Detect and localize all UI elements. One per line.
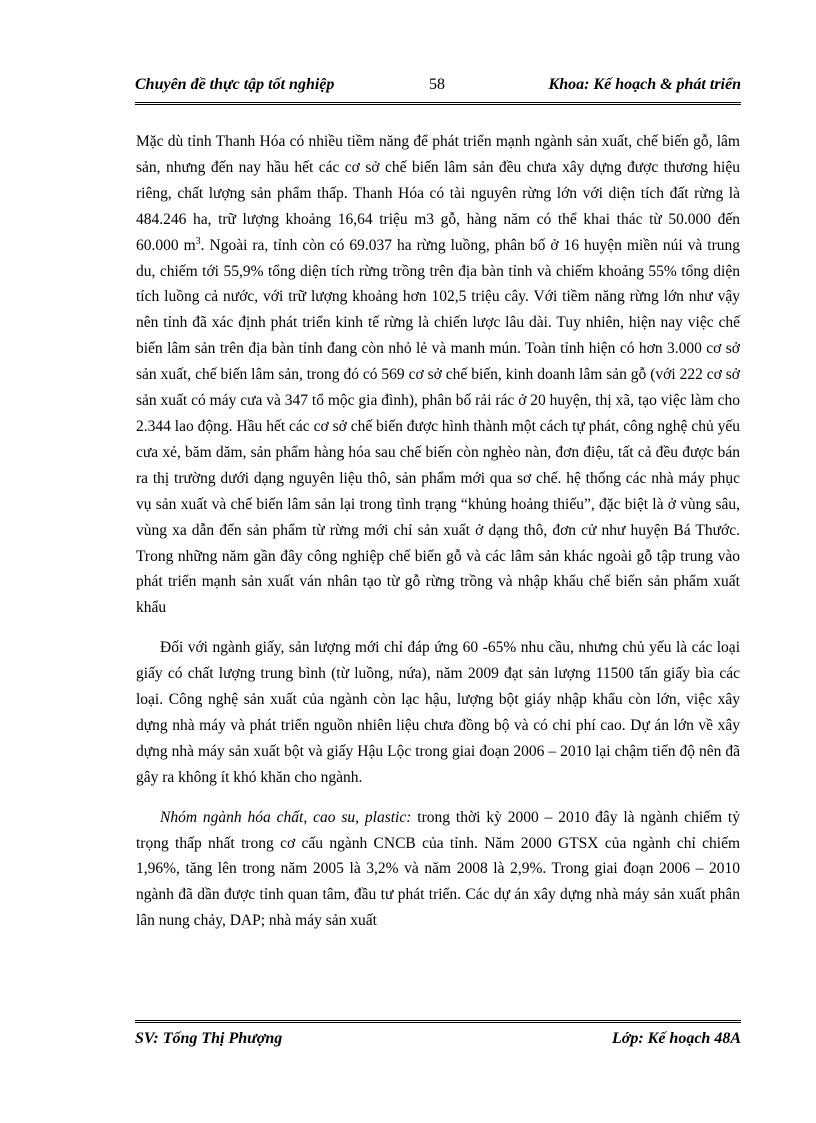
page-header bbox=[135, 72, 741, 105]
page-number: 58 bbox=[429, 76, 445, 93]
header-document-title: Chuyên đề thực tập tốt nghiệp bbox=[135, 76, 335, 93]
paragraph-chemical-text: trong thời kỳ 2000 – 2010 đây là ngành chiếm tỷ trọng thấp nhất trong cơ cấu ngành CNCB của tỉnh. Năm 2000 GTSX của ngành chỉ chiếm 1,96%, tăng lên trong năm 2005 là 3,2% và năm 2008 là 2,9%. Trong giai đoạn 2006 – 2010 ngành đã dần được tỉnh quan tâm, đầu tư phát triển. Các dự án xây dựng nhà máy sản xuất phân lân nung chảy, DAP; nhà máy sản xuất bbox=[136, 808, 740, 930]
paragraph-forestry-text-cont: . Ngoài ra, tỉnh còn có 69.037 ha rừng luồng, phân bố ở 16 huyện miền núi và trung du, chiếm tới 55,9% tổng diện tích rừng trồng trên địa bàn tỉnh và chiếm khoảng 55% tổng diện tích luồng cả nước, với trữ lượng khoảng hơn 102,5 triệu cây. Với tiềm năng rừng lớn như vậy nên tỉnh đã xác định phát triển kinh tế rừng là chiến lược lâu dài. Tuy nhiên, hiện nay việc chế biến lâm sản trên địa bàn tỉnh đang còn nhỏ lẻ và manh mún. Toàn tỉnh hiện có hơn 3.000 cơ sở sản xuất, chế biến lâm sản, trong đó có 569 cơ sở chế biến, kinh doanh lâm sản gỗ (với 222 cơ sở sản xuất có máy cưa và 347 tổ mộc gia đình), phân bố rải rác ở 20 huyện, thị xã, tạo việc làm cho 2.344 lao động. Hầu hết các cơ sở chế biến được hình thành một cách tự phát, công nghệ chủ yếu cưa xẻ, băm dăm, sản phẩm hàng hóa sau chế biến còn nghèo nàn, đơn điệu, tất cả đều được bán ra thị trường dưới dạng nguyên liệu thô, sản phẩm mới qua sơ chế. hệ thống các nhà máy phục vụ sản xuất và chế biến lâm sản lại trong tình trạng “khủng hoảng thiếu”, đặc biệt là ở vùng sâu, vùng xa dẫn đến sản phẩm từ rừng mới chỉ sản xuất ở dạng thô, đơn cử như huyện Bá Thước. Trong những năm gần đây công nghiệp chế biến gỗ và các lâm sản khác ngoài gỗ tập trung vào phát triển mạnh sản xuất ván nhân tạo từ gỗ rừng trồng và nhập khẩu chế biến sản phẩm xuất khẩu bbox=[136, 236, 740, 617]
paragraph-chemical-industry bbox=[136, 805, 740, 935]
paragraph-chemical-heading: Nhóm ngành hóa chất, cao su, plastic: bbox=[160, 808, 412, 826]
page-footer bbox=[135, 1020, 741, 1053]
superscript-cubic: 3 bbox=[195, 235, 201, 247]
footer-class: Lớp: Kế hoạch 48A bbox=[611, 1030, 741, 1047]
footer-student: SV: Tống Thị Phượng bbox=[135, 1030, 283, 1047]
paragraph-forestry-text: Mặc dù tỉnh Thanh Hóa có nhiều tiềm năng để phát triển mạnh ngành sản xuất, chế biến gỗ, lâm sản, nhưng đến nay hầu hết các cơ sở chế biến lâm sản đều chưa xây dựng được thương hiệu riêng, chất lượng sản phẩm thấp. Thanh Hóa có tài nguyên rừng lớn với diện tích đất rừng là 484.246 ha, trữ lượng khoảng 16,64 triệu m3 gỗ, hàng năm có thể khai thác từ 50.000 đến 60.000 m bbox=[136, 133, 740, 254]
page-body bbox=[136, 129, 740, 934]
header-faculty: Khoa: Kế hoạch & phát triển bbox=[548, 76, 741, 93]
paragraph-paper-industry: Đối với ngành giấy, sản lượng mới chỉ đáp ứng 60 -65% nhu cầu, nhưng chủ yếu là các loại giấy có chất lượng trung bình (từ luồng, nứa), năm 2009 đạt sản lượng 11500 tấn giấy bìa các loại. Công nghệ sản xuất của ngành còn lạc hậu, lượng bột giáy nhập khẩu còn lớn, việc xây dựng nhà máy và phát triển nguồn nhiên liệu chưa đồng bộ và có chi phí cao. Dự án lớn về xây dựng nhà máy sản xuất bột và giấy Hậu Lộc trong giai đoạn 2006 – 2010 lại chậm tiến độ nên đã gây ra không ít khó khăn cho ngành. bbox=[136, 639, 740, 786]
paragraph-forestry bbox=[136, 129, 740, 621]
